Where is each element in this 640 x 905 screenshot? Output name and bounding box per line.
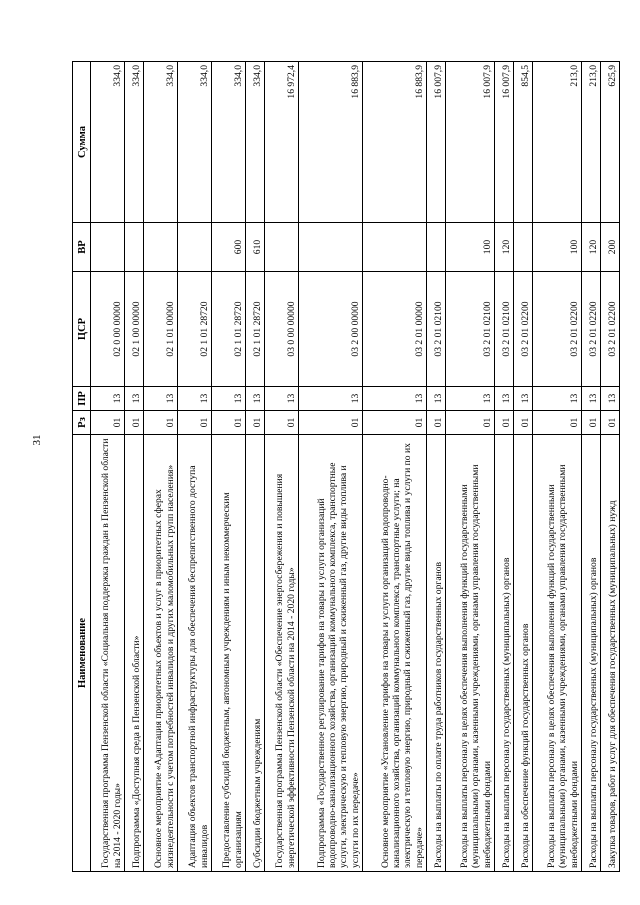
cell-sum: 16 007,9 bbox=[445, 62, 494, 223]
header-name: Наименование bbox=[73, 435, 91, 872]
cell-rz: 01 bbox=[600, 411, 619, 435]
cell-pr: 13 bbox=[143, 387, 177, 411]
cell-csr: 02 0 00 00000 bbox=[91, 272, 125, 387]
header-sum: Сумма bbox=[73, 62, 91, 223]
cell-pr: 13 bbox=[600, 387, 619, 411]
cell-sum: 854,5 bbox=[513, 62, 532, 223]
cell-sum: 334,0 bbox=[245, 62, 264, 223]
cell-name: Подпрограмма «Государственное регулирование тарифов на товары и услуги организаций водопроводно-канализационного хозяйства, организаций коммунального комплекса, транспортные услуги, электрическую и тепловую энергию, природный и сжиженный газ, другие виды топлива и услуги по их передаче» bbox=[298, 435, 362, 872]
cell-rz: 01 bbox=[91, 411, 125, 435]
cell-vr: 120 bbox=[494, 223, 513, 272]
cell-rz: 01 bbox=[445, 411, 494, 435]
cell-vr: 200 bbox=[600, 223, 619, 272]
table-row bbox=[211, 62, 245, 872]
cell-pr: 13 bbox=[581, 387, 600, 411]
table-row bbox=[513, 62, 532, 872]
cell-sum: 16 883,9 bbox=[298, 62, 362, 223]
table-row bbox=[445, 62, 494, 872]
cell-rz: 01 bbox=[264, 411, 298, 435]
cell-csr: 02 1 01 00000 bbox=[143, 272, 177, 387]
cell-csr: 03 2 01 02200 bbox=[600, 272, 619, 387]
table-row bbox=[125, 62, 144, 872]
cell-sum: 625,9 bbox=[600, 62, 619, 223]
cell-name: Основное мероприятие «Установление тарифов на товары и услуги организаций водопроводно-канализационного хозяйства, организаций коммунального комплекса, транспортные услуги; на электрическую и тепловую энергию, природный и сжиженный газ, другие виды топлива и услуги по их передаче» bbox=[362, 435, 426, 872]
cell-sum: 334,0 bbox=[143, 62, 177, 223]
table-row bbox=[245, 62, 264, 872]
cell-pr: 13 bbox=[177, 387, 211, 411]
cell-csr: 02 1 00 00000 bbox=[125, 272, 144, 387]
cell-vr bbox=[362, 223, 426, 272]
budget-table bbox=[72, 61, 620, 872]
cell-sum: 334,0 bbox=[211, 62, 245, 223]
cell-rz: 01 bbox=[513, 411, 532, 435]
table-row bbox=[177, 62, 211, 872]
cell-vr bbox=[264, 223, 298, 272]
cell-vr bbox=[427, 223, 446, 272]
cell-pr: 13 bbox=[532, 387, 581, 411]
cell-rz: 01 bbox=[125, 411, 144, 435]
table-row bbox=[494, 62, 513, 872]
cell-sum: 334,0 bbox=[177, 62, 211, 223]
cell-vr bbox=[513, 223, 532, 272]
table-row bbox=[91, 62, 125, 872]
cell-csr: 03 2 01 02100 bbox=[494, 272, 513, 387]
cell-name: Предоставление субсидий бюджетным, автономным учреждениям и иным некоммерческим организациям bbox=[211, 435, 245, 872]
table-row bbox=[600, 62, 619, 872]
cell-name: Адаптация объектов транспортной инфраструктуры для обеспечения беспрепятственного доступа инвалидов bbox=[177, 435, 211, 872]
cell-csr: 03 2 01 02200 bbox=[532, 272, 581, 387]
cell-name: Закупка товаров, работ и услуг для обеспечения государственных (муниципальных) нужд bbox=[600, 435, 619, 872]
cell-sum: 213,0 bbox=[532, 62, 581, 223]
cell-rz: 01 bbox=[298, 411, 362, 435]
cell-name: Расходы на обеспечение функций государственных органов bbox=[513, 435, 532, 872]
cell-rz: 01 bbox=[211, 411, 245, 435]
header-rz: Рз bbox=[73, 411, 91, 435]
cell-csr: 03 2 01 02200 bbox=[513, 272, 532, 387]
table-row bbox=[362, 62, 426, 872]
cell-name: Расходы на выплаты персоналу государственных (муниципальных) органов bbox=[494, 435, 513, 872]
cell-pr: 13 bbox=[298, 387, 362, 411]
cell-sum: 16 007,9 bbox=[427, 62, 446, 223]
cell-name: Подпрограмма «Доступная среда в Пензенской области» bbox=[125, 435, 144, 872]
cell-name: Государственная программа Пензенской области «Обеспечение энергосбережения и повышения энергетической эффективности Пензенской области на 2014 - 2020 годы» bbox=[264, 435, 298, 872]
cell-vr: 610 bbox=[245, 223, 264, 272]
header-row bbox=[73, 62, 91, 872]
cell-rz: 01 bbox=[427, 411, 446, 435]
cell-rz: 01 bbox=[245, 411, 264, 435]
cell-name: Государственная программа Пензенской области «Социальная поддержка граждан в Пензенской области на 2014 - 2020 годы» bbox=[91, 435, 125, 872]
cell-vr bbox=[298, 223, 362, 272]
cell-vr: 100 bbox=[532, 223, 581, 272]
cell-pr: 13 bbox=[427, 387, 446, 411]
cell-pr: 13 bbox=[362, 387, 426, 411]
cell-pr: 13 bbox=[494, 387, 513, 411]
table-row bbox=[298, 62, 362, 872]
table-row bbox=[581, 62, 600, 872]
cell-csr: 03 0 00 00000 bbox=[264, 272, 298, 387]
cell-name: Расходы на выплаты персоналу в целях обеспечения выполнения функций государственными (муниципальными) органами, казенными учреждениями, органами управления государственными внебюджетными фондами bbox=[532, 435, 581, 872]
cell-csr: 03 2 01 02200 bbox=[581, 272, 600, 387]
cell-name: Расходы на выплаты персоналу государственных (муниципальных) органов bbox=[581, 435, 600, 872]
cell-rz: 01 bbox=[143, 411, 177, 435]
cell-pr: 13 bbox=[264, 387, 298, 411]
cell-rz: 01 bbox=[581, 411, 600, 435]
header-vr: ВР bbox=[73, 223, 91, 272]
cell-pr: 13 bbox=[125, 387, 144, 411]
header-pr: ПР bbox=[73, 387, 91, 411]
cell-sum: 16 007,9 bbox=[494, 62, 513, 223]
cell-vr: 600 bbox=[211, 223, 245, 272]
cell-pr: 13 bbox=[513, 387, 532, 411]
cell-csr: 03 2 01 02100 bbox=[427, 272, 446, 387]
cell-name: Расходы на выплаты по оплате труда работников государственных органов bbox=[427, 435, 446, 872]
cell-rz: 01 bbox=[494, 411, 513, 435]
cell-rz: 01 bbox=[362, 411, 426, 435]
cell-sum: 213,0 bbox=[581, 62, 600, 223]
cell-name: Расходы на выплаты персоналу в целях обеспечения выполнения функций государственными (муниципальными) органами, казенными учреждениями, органами управления государственными внебюджетными фондами bbox=[445, 435, 494, 872]
cell-pr: 13 bbox=[245, 387, 264, 411]
cell-vr: 120 bbox=[581, 223, 600, 272]
cell-pr: 13 bbox=[211, 387, 245, 411]
cell-vr: 100 bbox=[445, 223, 494, 272]
cell-pr: 13 bbox=[91, 387, 125, 411]
cell-vr bbox=[177, 223, 211, 272]
rotated-table-wrapper bbox=[72, 62, 620, 872]
cell-csr: 02 1 01 28720 bbox=[211, 272, 245, 387]
cell-sum: 334,0 bbox=[125, 62, 144, 223]
cell-sum: 334,0 bbox=[91, 62, 125, 223]
cell-vr bbox=[125, 223, 144, 272]
cell-name: Субсидии бюджетным учреждениям bbox=[245, 435, 264, 872]
cell-pr: 13 bbox=[445, 387, 494, 411]
cell-name: Основное мероприятие «Адаптация приоритетных объектов и услуг в приоритетных сферах жизнедеятельности с учетом потребностей инвалидов и других маломобильных групп населения» bbox=[143, 435, 177, 872]
table-row bbox=[143, 62, 177, 872]
cell-csr: 03 2 00 00000 bbox=[298, 272, 362, 387]
table-row bbox=[264, 62, 298, 872]
cell-csr: 02 1 01 28720 bbox=[245, 272, 264, 387]
cell-vr bbox=[91, 223, 125, 272]
header-csr: ЦСР bbox=[73, 272, 91, 387]
cell-csr: 03 2 01 00000 bbox=[362, 272, 426, 387]
table-row bbox=[532, 62, 581, 872]
cell-vr bbox=[143, 223, 177, 272]
cell-rz: 01 bbox=[177, 411, 211, 435]
cell-csr: 03 2 01 02100 bbox=[445, 272, 494, 387]
page-number: 31 bbox=[31, 434, 43, 446]
cell-sum: 16 883,9 bbox=[362, 62, 426, 223]
table-row bbox=[427, 62, 446, 872]
cell-csr: 02 1 01 28720 bbox=[177, 272, 211, 387]
cell-sum: 16 972,4 bbox=[264, 62, 298, 223]
cell-rz: 01 bbox=[532, 411, 581, 435]
